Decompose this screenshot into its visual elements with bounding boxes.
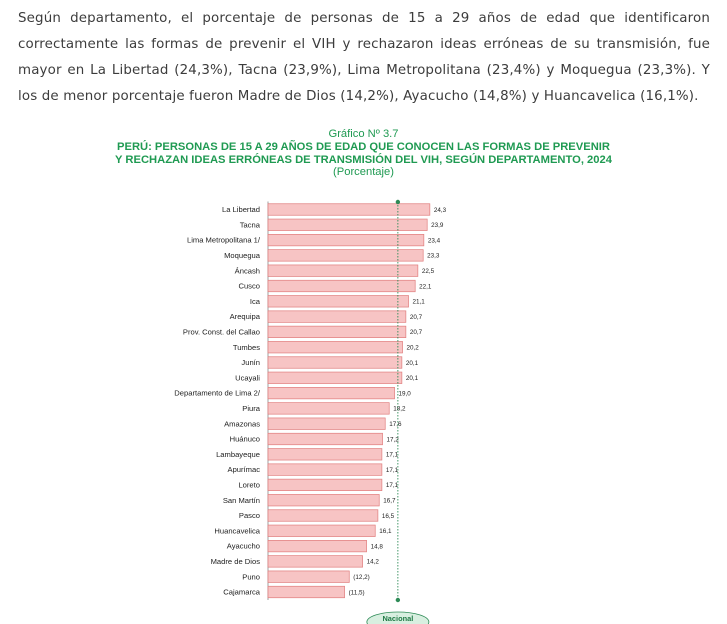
category-label: Junín (241, 358, 260, 368)
bar (268, 571, 349, 583)
bar (268, 234, 424, 246)
value-label: 18,2 (393, 405, 406, 413)
bar (268, 357, 402, 369)
category-label: Arequipa (229, 312, 260, 322)
category-label: Pasco (238, 511, 260, 521)
category-label: Piura (242, 404, 260, 413)
bar (268, 479, 382, 491)
value-label: 17,1 (385, 451, 399, 459)
bar (268, 204, 430, 216)
bar (268, 250, 423, 262)
value-label: 24,3 (433, 206, 447, 214)
category-label: Huánuco (229, 434, 260, 444)
category-label: Ica (249, 296, 260, 306)
category-label: Áncash (234, 266, 260, 276)
bar (268, 311, 406, 323)
value-label: 17,1 (385, 466, 399, 474)
category-label: Departamento de Lima 2/ (174, 388, 260, 398)
value-label: 16,5 (381, 512, 395, 520)
category-label: Lambayeque (216, 449, 260, 459)
bar (268, 387, 395, 399)
category-label: Madre de Dios (210, 557, 260, 566)
national-marker-bottom (396, 598, 400, 602)
category-label: San Martín (222, 495, 260, 505)
category-label: Ayacucho (226, 541, 260, 551)
bar (268, 586, 345, 598)
value-label: 20,7 (409, 313, 423, 321)
bar (268, 296, 409, 308)
value-label: 17,1 (385, 482, 399, 490)
bar (268, 341, 403, 353)
national-marker-top (396, 200, 400, 204)
value-label: 17,6 (389, 421, 402, 428)
value-label: 23,3 (427, 252, 440, 260)
bar (268, 403, 389, 415)
value-label: 20,7 (409, 329, 423, 337)
chart-title-line-1: PERÚ: PERSONAS DE 15 A 29 AÑOS DE EDAD QUE CONOCEN LAS FORMAS DE PREVENIR (117, 141, 610, 153)
bar (268, 464, 382, 476)
value-label: 21,1 (412, 298, 425, 306)
value-label: 17,2 (386, 436, 399, 444)
category-label: La Libertad (222, 205, 260, 215)
category-label: Lima Metropolitana 1/ (186, 235, 260, 245)
chart-number: Gráfico Nº 3.7 (328, 128, 399, 140)
category-label: Loreto (238, 480, 260, 490)
bar (268, 449, 382, 461)
national-label: Nacional (382, 614, 414, 623)
value-label: 20,2 (406, 344, 419, 352)
value-label: 20,1 (405, 359, 419, 367)
value-label: 23,9 (431, 222, 444, 230)
category-label: Tacna (239, 220, 260, 230)
value-label: 19,0 (398, 390, 411, 398)
bar (268, 540, 367, 552)
chart-unit: (Porcentaje) (333, 166, 394, 178)
category-label: Prov. Const. del Callao (182, 327, 260, 337)
value-label: 23,4 (427, 237, 441, 245)
value-label: 14,8 (370, 543, 383, 551)
category-label: Tumbes (232, 342, 260, 352)
category-label: Moquegua (224, 251, 260, 260)
bar (268, 510, 378, 522)
chart-title-line-2: Y RECHAZAN IDEAS ERRÓNEAS DE TRANSMISIÓN DEL VIH, SEGÚN DEPARTAMENTO, 2024 (115, 153, 612, 166)
bar (268, 219, 427, 231)
bar (268, 433, 383, 445)
category-label: Huancavelica (214, 526, 260, 536)
category-label: Apurímac (227, 465, 260, 475)
value-label: 16,7 (383, 497, 396, 505)
bar (268, 280, 415, 292)
value-label: (12,2) (353, 574, 370, 581)
value-label: (11,5) (348, 589, 365, 597)
category-label: Amazonas (224, 419, 260, 429)
bar (268, 372, 402, 384)
bar-chart (0, 195, 727, 624)
bar (268, 265, 418, 277)
bar (268, 525, 375, 537)
bar (268, 494, 379, 506)
category-label: Cajamarca (223, 587, 260, 597)
value-label: 20,1 (405, 375, 419, 383)
value-label: 14,2 (366, 558, 379, 566)
bar (268, 418, 385, 430)
category-label: Cusco (238, 281, 260, 291)
bar (268, 326, 406, 338)
value-label: 16,1 (379, 528, 392, 536)
category-label: Puno (242, 572, 260, 582)
category-label: Ucayali (235, 373, 260, 383)
value-label: 22,5 (421, 268, 435, 275)
value-label: 22,1 (419, 283, 432, 291)
body-paragraph: Según departamento, el porcentaje de personas de 15 a 29 años de edad que identificaron correctamente las formas de prevenir el VIH y rechazaron ideas erróneas de su transmisión, fue mayor en La Libertad (24,3%), Tacna (23,9%), Lima Metropolitana (23,4%) y Moquegua (23,3%). Y los de menor porcentaje fueron Madre de Dios (14,2%), Ayacucho (14,8%) y Huancavelica (16,1%). (18, 11, 710, 104)
bar (268, 556, 363, 568)
